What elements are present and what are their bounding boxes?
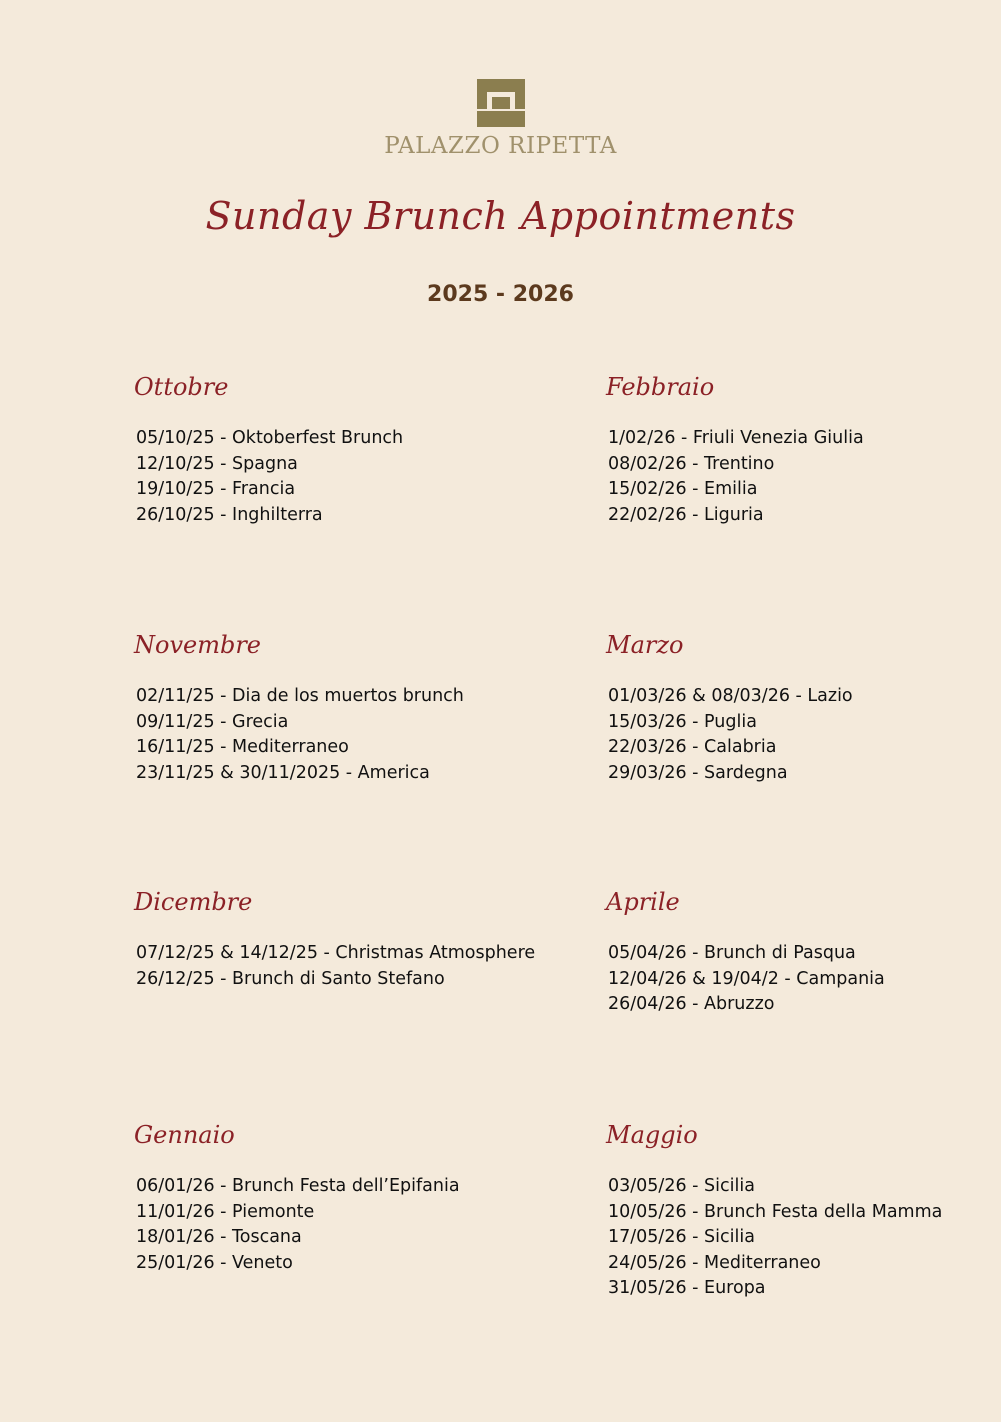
month-title: Dicembre <box>134 888 253 916</box>
month-title: Gennaio <box>134 1121 235 1149</box>
list-item: 06/01/26 - Brunch Festa dell’Epifania <box>136 1176 460 1196</box>
month-section-ottobre <box>136 372 526 528</box>
list-item: 08/02/26 - Trentino <box>608 453 775 474</box>
list-item: 01/03/26 & 08/03/26 - Lazio <box>608 686 853 706</box>
page-subtitle: 2025 - 2026 <box>427 282 574 307</box>
list-item: 02/11/25 - Dia de los muertos brunch <box>136 686 464 706</box>
entry-list <box>608 684 998 786</box>
month-section-dicembre <box>134 887 536 992</box>
entry-list <box>136 941 536 992</box>
entry-list <box>136 684 526 786</box>
entry-list <box>608 941 998 1018</box>
list-item: 19/10/25 - Francia <box>136 479 296 500</box>
month-section-febbraio <box>608 372 998 528</box>
list-item: 24/05/26 - Mediterraneo <box>608 1252 821 1273</box>
list-item: 22/02/26 - Liguria <box>608 504 764 525</box>
list-item: 22/03/26 - Calabria <box>608 737 777 758</box>
month-title: Ottobre <box>134 373 229 401</box>
month-title: Maggio <box>606 1121 698 1149</box>
list-item: 26/12/25 - Brunch di Santo Stefano <box>136 968 445 989</box>
list-item: 07/12/25 & 14/12/25 - Christmas Atmosphere <box>136 943 536 963</box>
list-item: 23/11/25 & 30/11/2025 - America <box>136 762 430 783</box>
month-title: Marzo <box>606 631 684 659</box>
month-section-novembre <box>136 630 526 786</box>
list-item: 16/11/25 - Mediterraneo <box>136 737 349 758</box>
page-title: Sunday Brunch Appointments <box>205 194 796 238</box>
list-item: 03/05/26 - Sicilia <box>608 1176 755 1196</box>
list-item: 15/03/26 - Puglia <box>608 711 757 732</box>
list-item: 1/02/26 - Friuli Venezia Giulia <box>608 428 864 448</box>
list-item: 12/10/25 - Spagna <box>136 453 298 474</box>
month-title: Aprile <box>606 888 680 916</box>
list-item: 26/10/25 - Inghilterra <box>136 504 323 525</box>
list-item: 05/10/25 - Oktoberfest Brunch <box>136 428 404 448</box>
month-title: Novembre <box>134 631 262 659</box>
palazzo-logo-icon <box>477 79 525 127</box>
entry-list <box>608 426 998 528</box>
list-item: 29/03/26 - Sardegna <box>608 762 788 783</box>
list-item: 31/05/26 - Europa <box>608 1278 766 1299</box>
brand-name: PALAZZO RIPETTA <box>384 133 617 159</box>
month-section-maggio <box>608 1120 998 1302</box>
list-item: 05/04/26 - Brunch di Pasqua <box>608 943 856 963</box>
list-item: 11/01/26 - Piemonte <box>136 1201 315 1222</box>
month-title: Febbraio <box>606 373 715 401</box>
list-item: 26/04/26 - Abruzzo <box>608 994 775 1015</box>
month-section-marzo <box>608 630 998 786</box>
list-item: 17/05/26 - Sicilia <box>608 1227 755 1248</box>
list-item: 12/04/26 & 19/04/2 - Campania <box>608 968 885 989</box>
list-item: 09/11/25 - Grecia <box>136 711 289 732</box>
entry-list <box>136 1174 526 1276</box>
month-section-aprile <box>608 887 998 1018</box>
list-item: 15/02/26 - Emilia <box>608 479 758 500</box>
entry-list <box>136 426 526 528</box>
entry-list <box>608 1174 998 1302</box>
list-item: 18/01/26 - Toscana <box>136 1227 302 1248</box>
month-section-gennaio <box>136 1120 526 1276</box>
list-item: 25/01/26 - Veneto <box>136 1252 293 1273</box>
list-item: 10/05/26 - Brunch Festa della Mamma <box>608 1201 943 1222</box>
